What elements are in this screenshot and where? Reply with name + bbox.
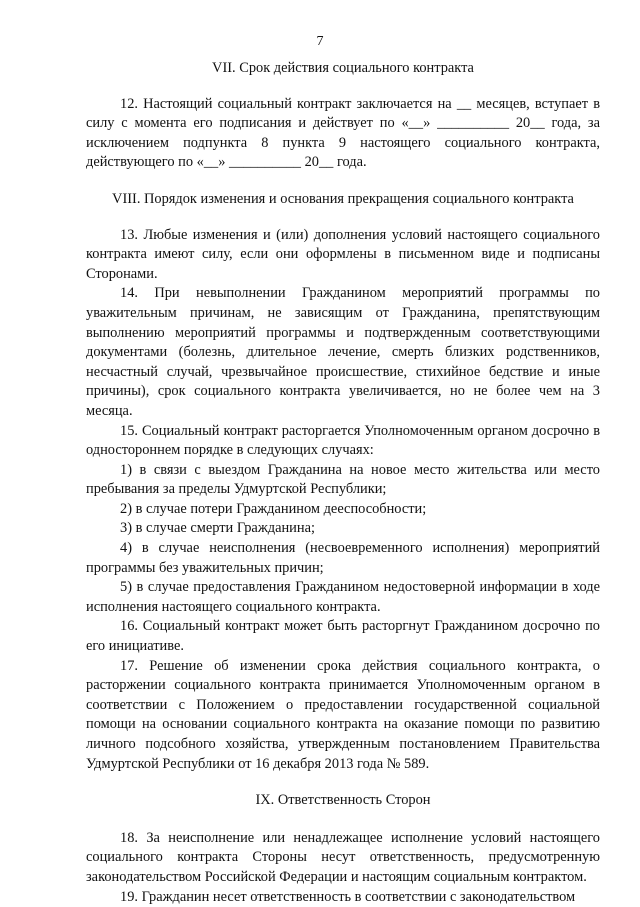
paragraph-15: 15. Социальный контракт расторгается Уполномоченным органом досрочно в одностороннем порядке в следующих случаях: (86, 422, 600, 459)
subitem-15-4: 4) в случае неисполнения (несвоевременного исполнения) мероприятий программы без уважительных причин; (86, 540, 600, 576)
subitem-15-5: 5) в случае предоставления Гражданином недостоверной информации в ходе исполнения настоящего социального контракта. (86, 579, 600, 615)
paragraph-19: 19. Гражданин несет ответственность в соответствии с законодательством (120, 888, 576, 905)
subitem-15-1: 1) в связи с выездом Гражданина на новое место жительства или место пребывания за пределы Удмуртской Республики; (86, 461, 600, 498)
page-number: 7 (316, 34, 324, 49)
paragraph-17: 17. Решение об изменении срока действия социального контракта, о расторжении социального контракта принимается Уполномоченным органом в соответствии с Положением о предоставлении государственной социальной помощи на основании социального контракта на оказание помощи по развитию личного подсобного хозяйства, утвержденным постановлением Правительства Удмуртской Республики от 16 декабря 2013 года № 589. (86, 657, 600, 772)
paragraph-16: 16. Социальный контракт может быть расторгнут Гражданином досрочно по его инициативе. (86, 618, 600, 655)
paragraph-14: 14. При невыполнении Гражданином мероприятий программы по уважительным причинам, не зависящим от Гражданина, препятствующим выполнению мероприятий программы и подтвержденным соответствующими документами (болезнь, длительное лечение, смерть близких родственников, несчастный случай, чрезвычайное происшествие, стихийное бедствие и иные причины), срок социального контракта увеличивается, но не более чем на 3 месяца. (86, 285, 600, 419)
section-heading-9: IX. Ответственность Сторон (255, 792, 431, 809)
subitem-15-2: 2) в случае потери Гражданином дееспособности; (120, 500, 427, 517)
document-body (86, 59, 600, 907)
paragraph-13: 13. Любые изменения и (или) дополнения условий настоящего социального контракта имеют силу, если они оформлены в письменном виде и подписаны Сторонами. (86, 226, 600, 282)
subitem-15-3: 3) в случае смерти Гражданина; (120, 520, 315, 537)
paragraph-18: 18. За неисполнение или ненадлежащее исполнение условий настоящего социального контракта Стороны несут ответственность, предусмотренную законодательством Российской Федерации и настоящим социальным контрактом. (86, 829, 600, 885)
section-heading-7: VII. Срок действия социального контракта (212, 60, 474, 76)
section-heading-8: VIII. Порядок изменения и основания прекращения социального контракта (112, 190, 574, 207)
paragraph-12: 12. Настоящий социальный контракт заключается на __ месяцев, вступает в силу с момента его подписания и действует по «__» __________ 20__ года, за исключением подпункта 8 пункта 9 настоящего социального контракта, действующего по «__» __________ 20__ года. (86, 95, 600, 171)
